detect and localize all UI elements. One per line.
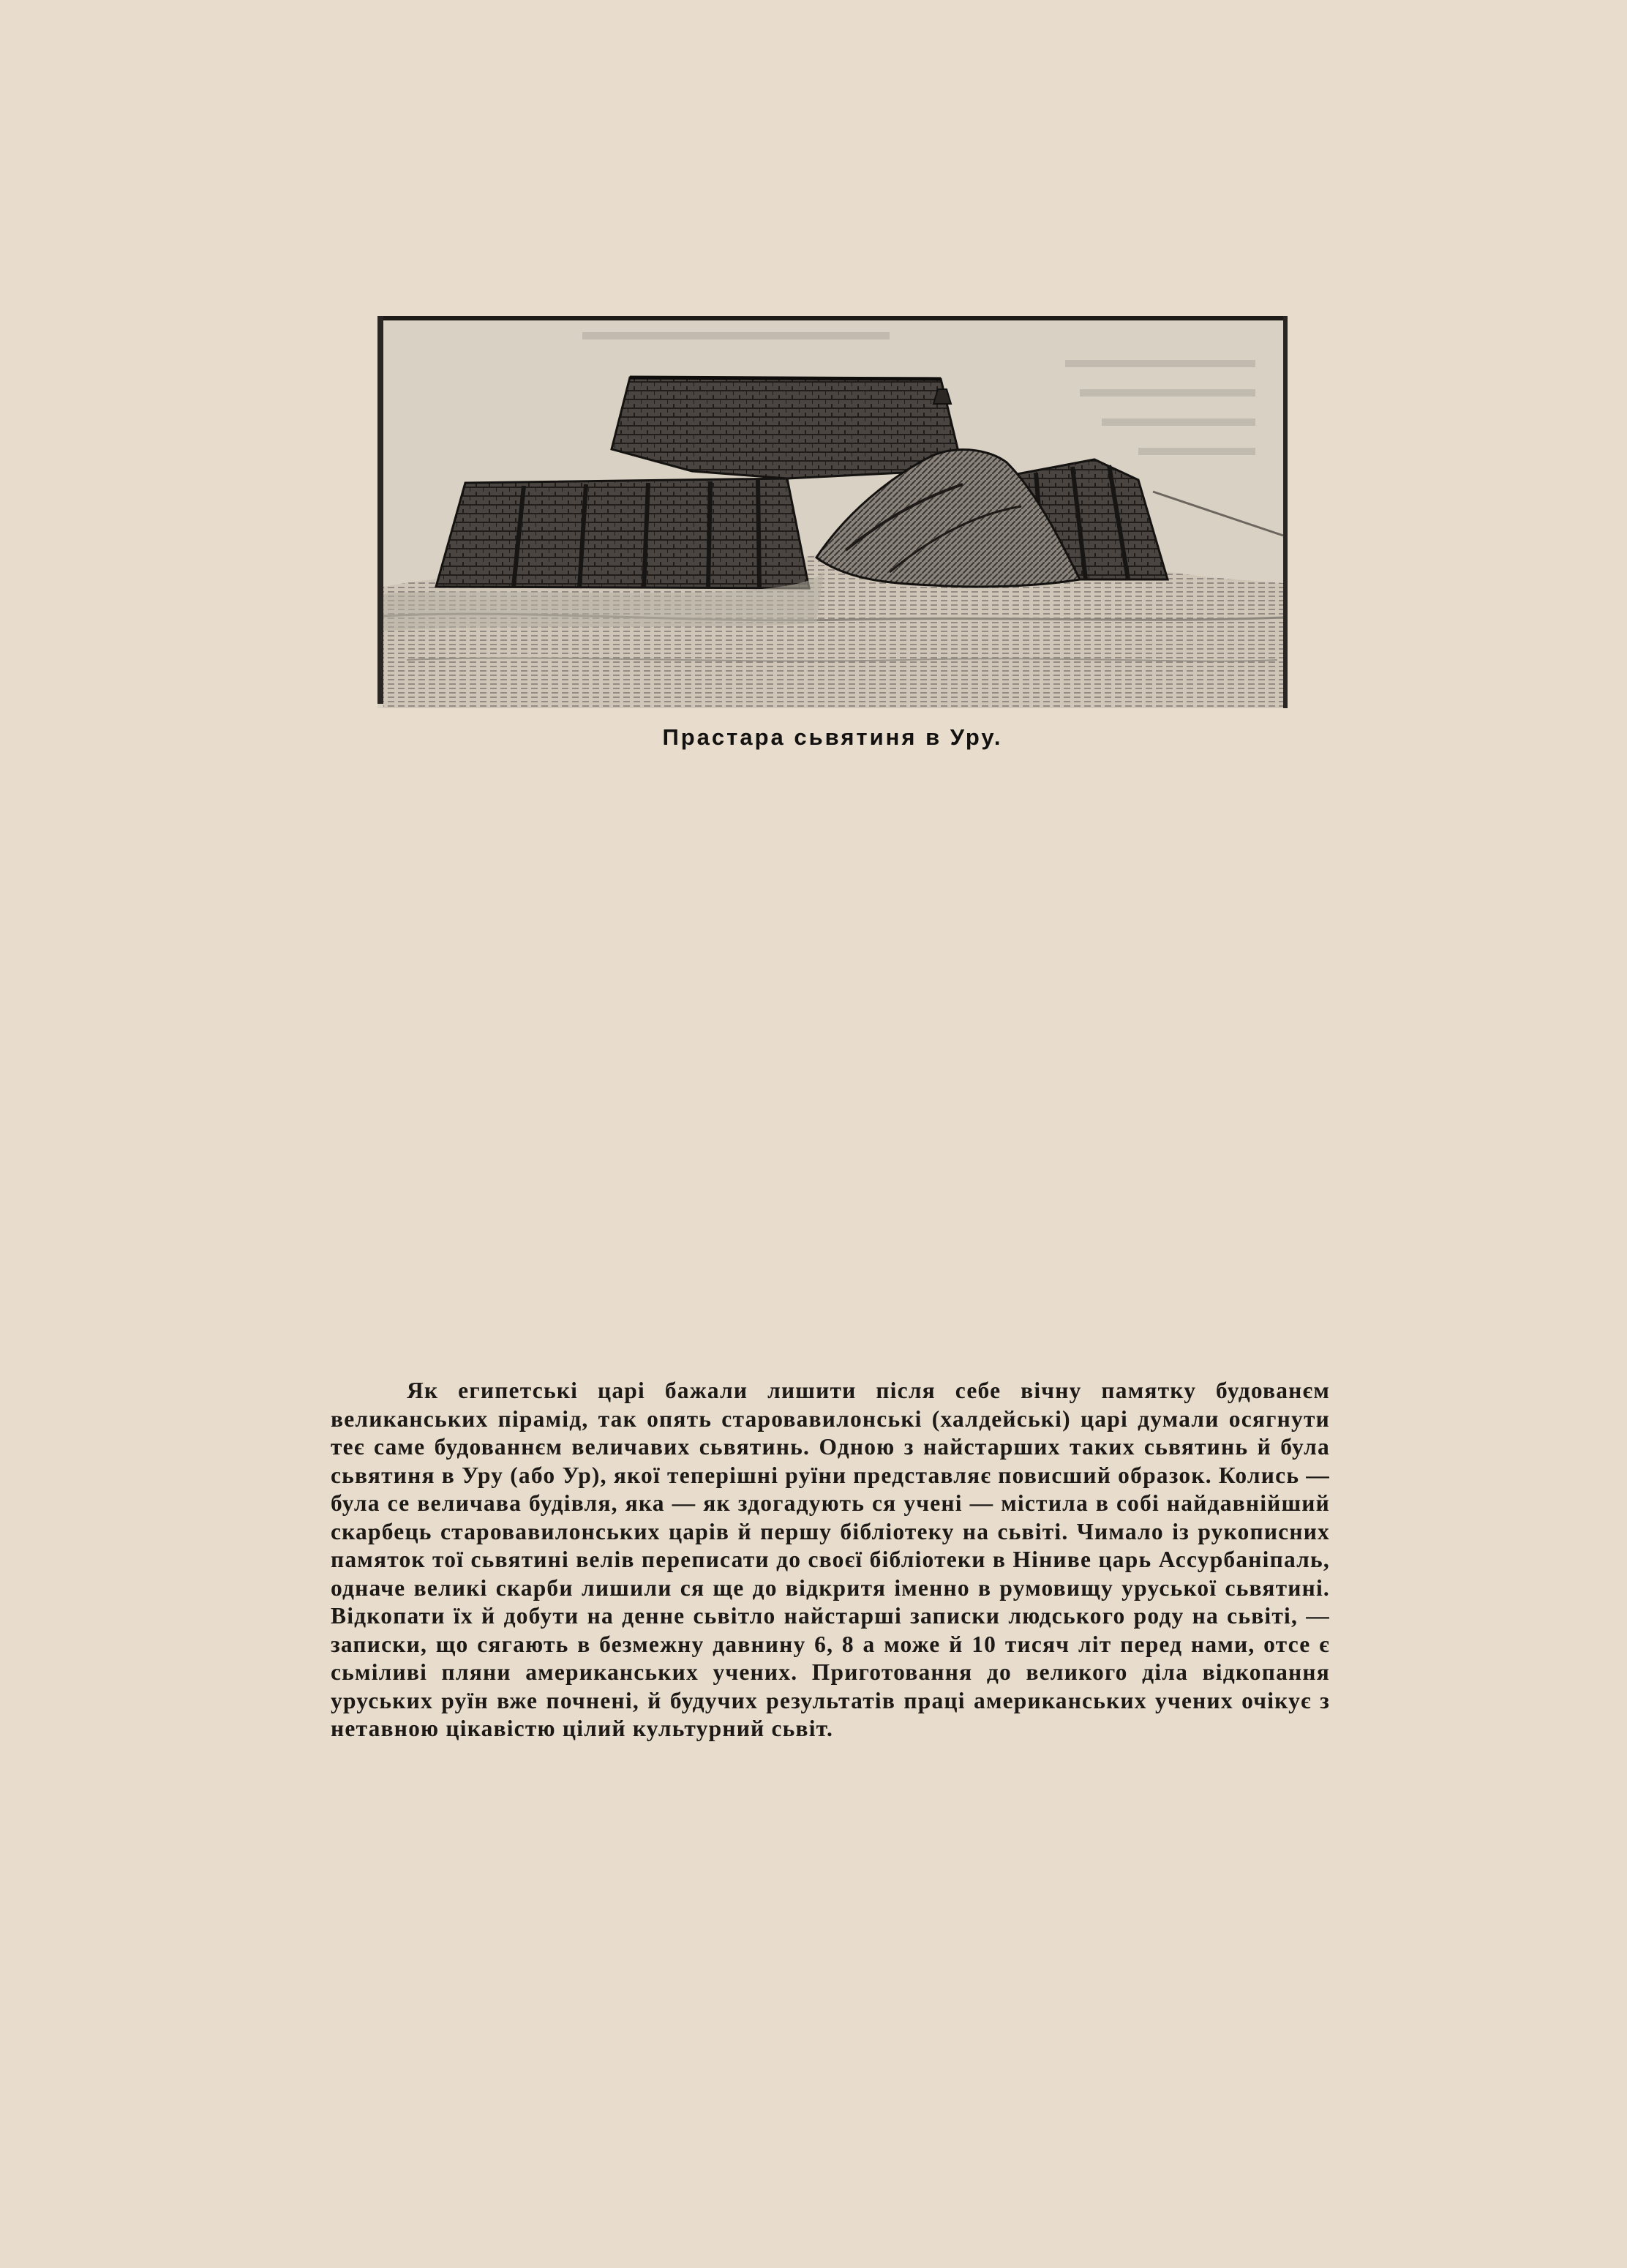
ziggurat-engraving-icon [377,316,1288,708]
figure-caption: Прастара сьвятиня в Уру. [662,724,1003,750]
article-paragraph: Як египетські царі бажали лишити після себе вічну памятку будованєм великанських пірамід, так опять старовавилонські (халдейські) царі думали осягнути теє саме будованнєм величавих сьвятинь. Одною з найстарших таких сьвятинь й була сьвятиня в Уру (або Ур), якої теперішні руїни представляє повисший образок. Колись — була се величава будівля, яка — як здогадують ся учені — містила в собі найдавнійший скарбець старовавилонських царів й першу бібліотеку на сьвіті. Чимало із рукописних памяток тої сьвятині велів переписати до своєї бібліотеки в Ніниве царь Ассурбаніпаль, одначе великі скарби лишили ся ще до відкритя іменно в румовищу уруської сьвятині. Відкопати їх й добути на денне сьвітло найстарші записки людського роду на сьвіті, — записки, що сягають в безмежну давнину 6, 8 а може й 10 тисяч літ перед нами, отсе є сьміливі пляни американських учених. Приготовання до великого діла відкопання уруських руїн вже почнені, й будучих результатів праці американських учених очікує з нетавною цікавістю цілий культурний сьвіт. [331,1378,1330,1741]
ziggurat-illustration [377,316,1288,708]
